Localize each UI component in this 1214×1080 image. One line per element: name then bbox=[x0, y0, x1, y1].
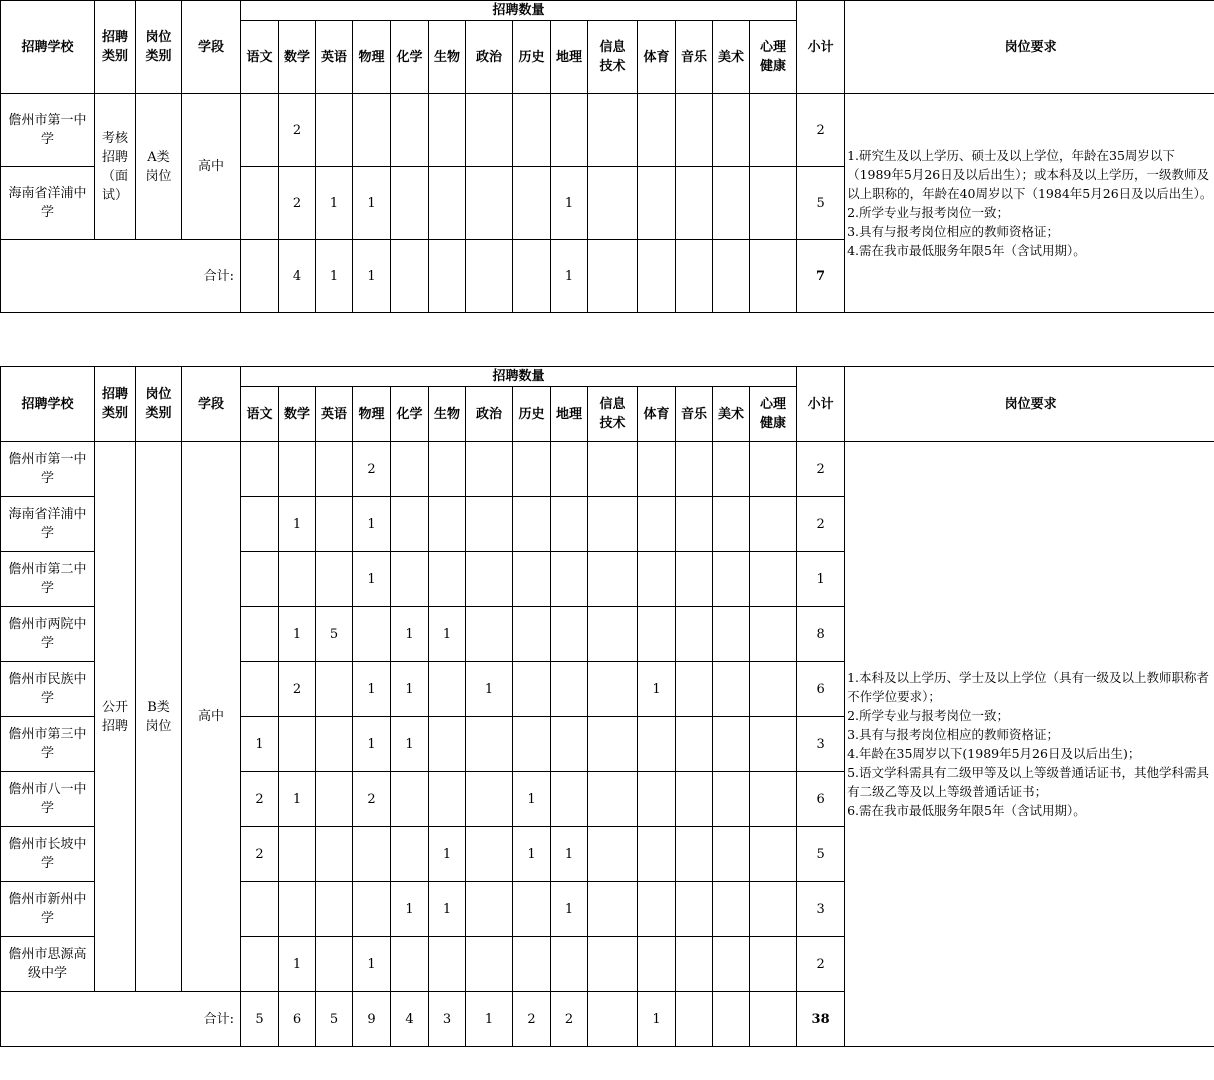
count-art bbox=[713, 94, 750, 167]
total-chinese: 5 bbox=[241, 992, 279, 1047]
count-chemistry: 1 bbox=[391, 882, 429, 937]
count-pe bbox=[638, 827, 676, 882]
school-name: 海南省洋浦中学 bbox=[1, 167, 95, 240]
total-math: 6 bbox=[279, 992, 316, 1047]
count-it bbox=[588, 442, 638, 497]
grand-total: 7 bbox=[797, 240, 845, 313]
header-subtotal: 小计 bbox=[797, 1, 845, 94]
header-subject-biology: 生物 bbox=[429, 21, 466, 94]
count-physics: 2 bbox=[353, 442, 391, 497]
school-name: 儋州市八一中学 bbox=[1, 772, 95, 827]
count-music bbox=[676, 497, 713, 552]
row-subtotal: 5 bbox=[797, 827, 845, 882]
school-stage: 高中 bbox=[182, 442, 241, 992]
count-history bbox=[513, 662, 551, 717]
header-subject-music: 音乐 bbox=[676, 387, 713, 442]
count-chinese bbox=[241, 167, 279, 240]
count-english bbox=[316, 442, 353, 497]
count-psychology bbox=[750, 94, 797, 167]
count-music bbox=[676, 937, 713, 992]
count-chemistry: 1 bbox=[391, 607, 429, 662]
total-math: 4 bbox=[279, 240, 316, 313]
count-history bbox=[513, 882, 551, 937]
count-music bbox=[676, 662, 713, 717]
count-biology bbox=[429, 552, 466, 607]
count-geography bbox=[551, 662, 588, 717]
count-chinese bbox=[241, 94, 279, 167]
count-art bbox=[713, 882, 750, 937]
header-stage: 学段 bbox=[182, 1, 241, 94]
count-politics bbox=[466, 552, 513, 607]
count-psychology bbox=[750, 662, 797, 717]
count-politics bbox=[466, 717, 513, 772]
header-subject-history: 历史 bbox=[513, 387, 551, 442]
count-biology bbox=[429, 662, 466, 717]
total-art bbox=[713, 240, 750, 313]
count-pe bbox=[638, 442, 676, 497]
count-geography bbox=[551, 94, 588, 167]
count-psychology bbox=[750, 882, 797, 937]
count-it bbox=[588, 662, 638, 717]
header-subject-biology: 生物 bbox=[429, 387, 466, 442]
total-pe bbox=[638, 240, 676, 313]
count-biology bbox=[429, 772, 466, 827]
count-geography bbox=[551, 937, 588, 992]
count-psychology bbox=[750, 167, 797, 240]
table-row bbox=[1, 94, 1214, 167]
count-biology bbox=[429, 167, 466, 240]
total-it bbox=[588, 240, 638, 313]
count-biology bbox=[429, 94, 466, 167]
header-subject-art: 美术 bbox=[713, 387, 750, 442]
count-it bbox=[588, 607, 638, 662]
header-subject-pe: 体育 bbox=[638, 21, 676, 94]
header-row bbox=[1, 367, 1214, 387]
count-chemistry: 1 bbox=[391, 662, 429, 717]
count-psychology bbox=[750, 552, 797, 607]
count-history bbox=[513, 607, 551, 662]
count-it bbox=[588, 937, 638, 992]
count-english bbox=[316, 94, 353, 167]
row-subtotal: 8 bbox=[797, 607, 845, 662]
count-math: 2 bbox=[279, 662, 316, 717]
count-geography: 1 bbox=[551, 882, 588, 937]
header-quantity: 招聘数量 bbox=[241, 367, 797, 387]
count-chinese bbox=[241, 497, 279, 552]
school-name: 儋州市长坡中学 bbox=[1, 827, 95, 882]
total-pe: 1 bbox=[638, 992, 676, 1047]
count-physics: 1 bbox=[353, 662, 391, 717]
count-physics bbox=[353, 94, 391, 167]
header-subject-math: 数学 bbox=[279, 387, 316, 442]
count-math: 1 bbox=[279, 497, 316, 552]
count-chemistry bbox=[391, 442, 429, 497]
total-geography: 1 bbox=[551, 240, 588, 313]
count-biology: 1 bbox=[429, 607, 466, 662]
count-math bbox=[279, 717, 316, 772]
count-music bbox=[676, 94, 713, 167]
count-chinese: 1 bbox=[241, 717, 279, 772]
header-subject-it: 信息 技术 bbox=[588, 21, 638, 94]
row-subtotal: 2 bbox=[797, 937, 845, 992]
header-requirements: 岗位要求 bbox=[845, 1, 1214, 94]
count-math bbox=[279, 882, 316, 937]
header-subject-physics: 物理 bbox=[353, 387, 391, 442]
count-psychology bbox=[750, 497, 797, 552]
count-chinese bbox=[241, 607, 279, 662]
count-pe bbox=[638, 937, 676, 992]
total-history: 2 bbox=[513, 992, 551, 1047]
count-psychology bbox=[750, 717, 797, 772]
count-chinese: 2 bbox=[241, 827, 279, 882]
header-quantity: 招聘数量 bbox=[241, 1, 797, 21]
count-pe: 1 bbox=[638, 662, 676, 717]
count-pe bbox=[638, 882, 676, 937]
count-chemistry bbox=[391, 497, 429, 552]
count-physics: 1 bbox=[353, 717, 391, 772]
count-chinese bbox=[241, 937, 279, 992]
count-physics: 2 bbox=[353, 772, 391, 827]
row-subtotal: 1 bbox=[797, 552, 845, 607]
school-name: 儋州市第一中学 bbox=[1, 442, 95, 497]
count-biology bbox=[429, 442, 466, 497]
count-chemistry bbox=[391, 772, 429, 827]
header-row bbox=[1, 1, 1214, 21]
header-subject-chinese: 语文 bbox=[241, 21, 279, 94]
header-post-type: 岗位 类别 bbox=[136, 1, 182, 94]
count-geography bbox=[551, 772, 588, 827]
row-subtotal: 6 bbox=[797, 662, 845, 717]
count-math: 1 bbox=[279, 937, 316, 992]
count-math bbox=[279, 827, 316, 882]
requirements-text: 1.研究生及以上学历、硕士及以上学位，年龄在35周岁以下（1989年5月26日及以后出生）；或本科及以上学历，一级教师及以上职称的，年龄在40周岁以下（1984年5月26日及以后出生）。 2.所学专业与报考岗位一致； 3.具有与报考岗位相应的教师资格证； 4.需在我市最低服务年限5年（含试用期）。 bbox=[845, 94, 1214, 313]
count-chemistry bbox=[391, 552, 429, 607]
count-music bbox=[676, 717, 713, 772]
header-subject-chinese: 语文 bbox=[241, 387, 279, 442]
count-art bbox=[713, 717, 750, 772]
count-art bbox=[713, 167, 750, 240]
count-math: 1 bbox=[279, 772, 316, 827]
count-chemistry bbox=[391, 827, 429, 882]
count-politics bbox=[466, 937, 513, 992]
count-geography bbox=[551, 497, 588, 552]
count-politics bbox=[466, 167, 513, 240]
count-english bbox=[316, 717, 353, 772]
count-it bbox=[588, 717, 638, 772]
count-geography bbox=[551, 607, 588, 662]
count-pe bbox=[638, 717, 676, 772]
count-art bbox=[713, 497, 750, 552]
count-art bbox=[713, 827, 750, 882]
total-english: 1 bbox=[316, 240, 353, 313]
header-subject-geography: 地理 bbox=[551, 387, 588, 442]
count-politics bbox=[466, 497, 513, 552]
count-biology: 1 bbox=[429, 882, 466, 937]
count-english bbox=[316, 662, 353, 717]
header-recruit-type: 招聘 类别 bbox=[95, 367, 136, 442]
count-physics: 1 bbox=[353, 497, 391, 552]
count-art bbox=[713, 607, 750, 662]
count-psychology bbox=[750, 607, 797, 662]
header-stage: 学段 bbox=[182, 367, 241, 442]
count-politics bbox=[466, 882, 513, 937]
header-subject-politics: 政治 bbox=[466, 21, 513, 94]
count-pe bbox=[638, 772, 676, 827]
count-politics bbox=[466, 442, 513, 497]
total-music bbox=[676, 992, 713, 1047]
count-art bbox=[713, 772, 750, 827]
count-physics: 1 bbox=[353, 552, 391, 607]
header-requirements: 岗位要求 bbox=[845, 367, 1214, 442]
post-type: B类 岗位 bbox=[136, 442, 182, 992]
count-music bbox=[676, 882, 713, 937]
count-physics: 1 bbox=[353, 167, 391, 240]
school-stage: 高中 bbox=[182, 94, 241, 240]
header-subject-chemistry: 化学 bbox=[391, 387, 429, 442]
table-a-posts bbox=[0, 0, 1214, 313]
total-label: 合计: bbox=[1, 240, 241, 313]
count-it bbox=[588, 882, 638, 937]
school-name: 儋州市第三中学 bbox=[1, 717, 95, 772]
row-subtotal: 6 bbox=[797, 772, 845, 827]
count-history bbox=[513, 937, 551, 992]
count-art bbox=[713, 552, 750, 607]
count-math: 1 bbox=[279, 607, 316, 662]
count-math bbox=[279, 442, 316, 497]
header-subject-psychology: 心理 健康 bbox=[750, 21, 797, 94]
count-chemistry: 1 bbox=[391, 717, 429, 772]
count-geography: 1 bbox=[551, 827, 588, 882]
count-psychology bbox=[750, 827, 797, 882]
header-school: 招聘学校 bbox=[1, 1, 95, 94]
count-chinese bbox=[241, 442, 279, 497]
count-physics bbox=[353, 827, 391, 882]
count-music bbox=[676, 442, 713, 497]
school-name: 儋州市第一中学 bbox=[1, 94, 95, 167]
header-subject-it: 信息 技术 bbox=[588, 387, 638, 442]
requirements-text: 1.本科及以上学历、学士及以上学位（具有一级及以上教师职称者不作学位要求）； 2.所学专业与报考岗位一致； 3.具有与报考岗位相应的教师资格证； 4.年龄在35周岁以下(1989年5月26日及以后出生)； 5.语文学科需具有二级甲等及以上等级普通话证书，其他学科需具有二级乙等及以上等级普通话证书； 6.需在我市最低服务年限5年（含试用期）。 bbox=[845, 442, 1214, 1047]
count-it bbox=[588, 94, 638, 167]
post-type: A类 岗位 bbox=[136, 94, 182, 240]
count-english bbox=[316, 827, 353, 882]
count-pe bbox=[638, 607, 676, 662]
count-music bbox=[676, 167, 713, 240]
total-physics: 1 bbox=[353, 240, 391, 313]
total-it bbox=[588, 992, 638, 1047]
row-subtotal: 3 bbox=[797, 717, 845, 772]
count-history bbox=[513, 717, 551, 772]
count-psychology bbox=[750, 772, 797, 827]
recruit-type: 公开 招聘 bbox=[95, 442, 136, 992]
count-math: 2 bbox=[279, 167, 316, 240]
count-pe bbox=[638, 552, 676, 607]
header-subject-physics: 物理 bbox=[353, 21, 391, 94]
count-music bbox=[676, 772, 713, 827]
count-music bbox=[676, 607, 713, 662]
count-chinese bbox=[241, 552, 279, 607]
count-history bbox=[513, 497, 551, 552]
school-name: 海南省洋浦中学 bbox=[1, 497, 95, 552]
count-history bbox=[513, 167, 551, 240]
header-subject-politics: 政治 bbox=[466, 387, 513, 442]
total-art bbox=[713, 992, 750, 1047]
count-it bbox=[588, 772, 638, 827]
header-subject-psychology: 心理 健康 bbox=[750, 387, 797, 442]
school-name: 儋州市第二中学 bbox=[1, 552, 95, 607]
total-biology bbox=[429, 240, 466, 313]
header-subject-history: 历史 bbox=[513, 21, 551, 94]
count-politics bbox=[466, 607, 513, 662]
school-name: 儋州市民族中学 bbox=[1, 662, 95, 717]
count-english bbox=[316, 497, 353, 552]
count-english bbox=[316, 882, 353, 937]
count-history: 1 bbox=[513, 772, 551, 827]
count-biology: 1 bbox=[429, 827, 466, 882]
count-english bbox=[316, 772, 353, 827]
row-subtotal: 2 bbox=[797, 94, 845, 167]
count-politics bbox=[466, 772, 513, 827]
header-recruit-type: 招聘 类别 bbox=[95, 1, 136, 94]
count-chemistry bbox=[391, 937, 429, 992]
school-name: 儋州市两院中学 bbox=[1, 607, 95, 662]
recruit-type: 考核 招聘 （面 试） bbox=[95, 94, 136, 240]
count-art bbox=[713, 662, 750, 717]
count-chinese bbox=[241, 662, 279, 717]
count-english bbox=[316, 937, 353, 992]
header-subject-english: 英语 bbox=[316, 21, 353, 94]
count-geography bbox=[551, 442, 588, 497]
total-psychology bbox=[750, 992, 797, 1047]
count-it bbox=[588, 827, 638, 882]
header-subject-chemistry: 化学 bbox=[391, 21, 429, 94]
header-subject-music: 音乐 bbox=[676, 21, 713, 94]
header-subject-pe: 体育 bbox=[638, 387, 676, 442]
count-biology bbox=[429, 497, 466, 552]
count-chinese: 2 bbox=[241, 772, 279, 827]
count-geography bbox=[551, 552, 588, 607]
count-english bbox=[316, 552, 353, 607]
count-history: 1 bbox=[513, 827, 551, 882]
header-post-type: 岗位 类别 bbox=[136, 367, 182, 442]
total-physics: 9 bbox=[353, 992, 391, 1047]
count-pe bbox=[638, 94, 676, 167]
count-music bbox=[676, 827, 713, 882]
count-politics: 1 bbox=[466, 662, 513, 717]
header-school: 招聘学校 bbox=[1, 367, 95, 442]
total-label: 合计: bbox=[1, 992, 241, 1047]
count-biology bbox=[429, 937, 466, 992]
total-chinese bbox=[241, 240, 279, 313]
total-chemistry bbox=[391, 240, 429, 313]
count-geography: 1 bbox=[551, 167, 588, 240]
table-b-posts bbox=[0, 366, 1214, 1047]
count-english: 1 bbox=[316, 167, 353, 240]
count-physics bbox=[353, 882, 391, 937]
row-subtotal: 2 bbox=[797, 497, 845, 552]
total-politics bbox=[466, 240, 513, 313]
count-history bbox=[513, 552, 551, 607]
count-psychology bbox=[750, 442, 797, 497]
count-history bbox=[513, 94, 551, 167]
count-math: 2 bbox=[279, 94, 316, 167]
count-politics bbox=[466, 94, 513, 167]
count-politics bbox=[466, 827, 513, 882]
count-biology bbox=[429, 717, 466, 772]
count-art bbox=[713, 937, 750, 992]
count-it bbox=[588, 167, 638, 240]
count-physics bbox=[353, 607, 391, 662]
total-biology: 3 bbox=[429, 992, 466, 1047]
count-pe bbox=[638, 167, 676, 240]
school-name: 儋州市新州中学 bbox=[1, 882, 95, 937]
count-art bbox=[713, 442, 750, 497]
total-politics: 1 bbox=[466, 992, 513, 1047]
count-music bbox=[676, 552, 713, 607]
count-geography bbox=[551, 717, 588, 772]
total-psychology bbox=[750, 240, 797, 313]
header-subject-geography: 地理 bbox=[551, 21, 588, 94]
table-row bbox=[1, 442, 1214, 497]
header-subject-english: 英语 bbox=[316, 387, 353, 442]
row-subtotal: 5 bbox=[797, 167, 845, 240]
count-it bbox=[588, 552, 638, 607]
header-subject-art: 美术 bbox=[713, 21, 750, 94]
row-subtotal: 3 bbox=[797, 882, 845, 937]
count-history bbox=[513, 442, 551, 497]
school-name: 儋州市思源高级中学 bbox=[1, 937, 95, 992]
count-pe bbox=[638, 497, 676, 552]
row-subtotal: 2 bbox=[797, 442, 845, 497]
header-subject-math: 数学 bbox=[279, 21, 316, 94]
count-psychology bbox=[750, 937, 797, 992]
count-english: 5 bbox=[316, 607, 353, 662]
count-chinese bbox=[241, 882, 279, 937]
header-subtotal: 小计 bbox=[797, 367, 845, 442]
total-english: 5 bbox=[316, 992, 353, 1047]
count-chemistry bbox=[391, 167, 429, 240]
count-it bbox=[588, 497, 638, 552]
total-chemistry: 4 bbox=[391, 992, 429, 1047]
total-music bbox=[676, 240, 713, 313]
count-math bbox=[279, 552, 316, 607]
total-geography: 2 bbox=[551, 992, 588, 1047]
grand-total: 38 bbox=[797, 992, 845, 1047]
count-physics: 1 bbox=[353, 937, 391, 992]
count-chemistry bbox=[391, 94, 429, 167]
total-history bbox=[513, 240, 551, 313]
